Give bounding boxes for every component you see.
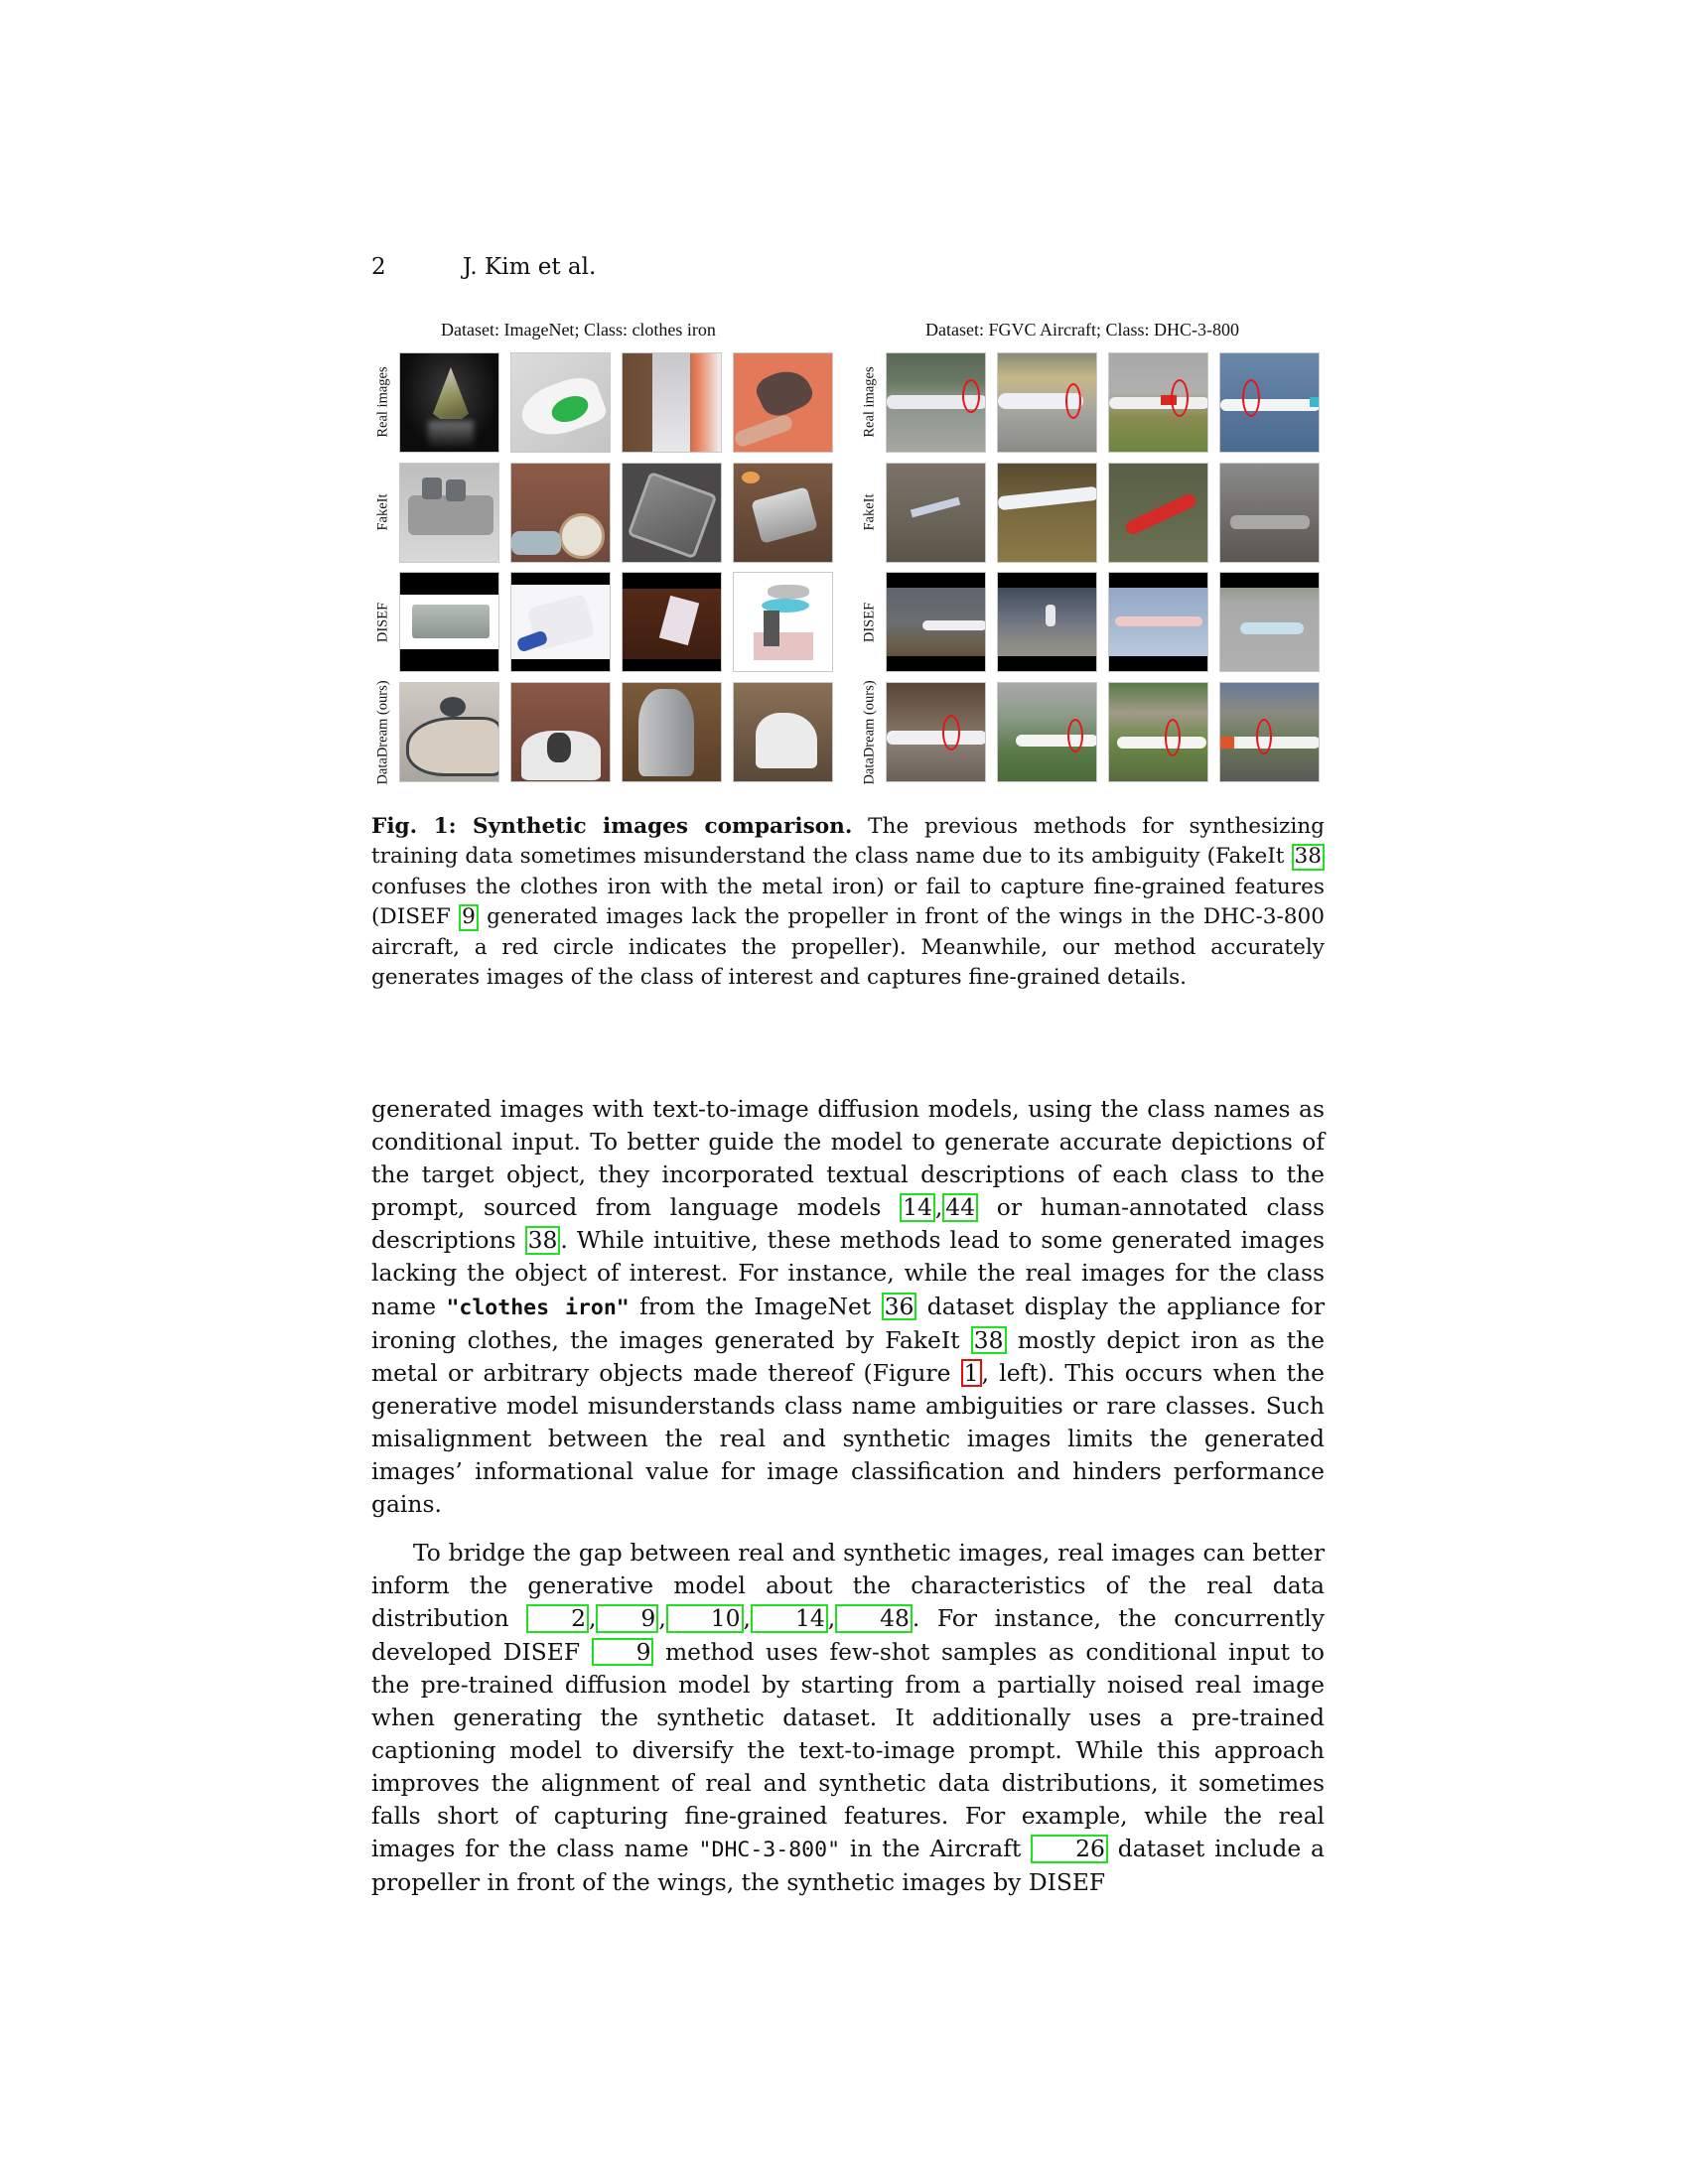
caption-label: Fig. 1: Synthetic images comparison.	[371, 814, 853, 839]
image-fakeit-aircraft-4	[1219, 463, 1320, 563]
right-panel-title: Dataset: FGVC Aircraft; Class: DHC-3-800	[925, 320, 1239, 340]
separator: ,	[588, 1604, 597, 1633]
image-datadream-aircraft-2	[997, 682, 1097, 782]
paragraph-text: method uses few-shot samples as conditional input to the pre-trained diffusion model by starting from a partially noised real image when generating the synthetic dataset. It additionally uses a pre-trained captioning model to diversify the text-to-image prompt. While this approach improves the alignment of real and synthetic data distributions, it sometimes falls short of capturing fine-grained features. For example, while the real images for the class name	[371, 1637, 1325, 1863]
image-real-iron-3	[622, 352, 722, 453]
separator: ,	[743, 1604, 751, 1633]
image-datadream-aircraft-3	[1108, 682, 1208, 782]
separator: ,	[827, 1604, 836, 1633]
image-fakeit-iron-2	[510, 463, 611, 563]
paragraph-text: mostly depict iron as the metal or arbitrary objects made thereof (Figure	[371, 1325, 1326, 1387]
body-text	[371, 1093, 1325, 1899]
image-disef-iron-4	[733, 572, 833, 672]
image-datadream-iron-3	[622, 682, 722, 782]
left-panel-title: Dataset: ImageNet; Class: clothes iron	[441, 320, 716, 340]
citation-link[interactable]: 38	[525, 1226, 561, 1255]
image-disef-aircraft-1	[886, 572, 986, 672]
citation-link[interactable]: 2	[526, 1604, 589, 1633]
caption-text: generated images lack the propeller in front of the wings in the DHC-3-800 aircraft, a red circle indicates the propeller). Meanwhile, our method accurately generates images of the class of interest and captures fine-grained details.	[371, 904, 1326, 991]
paragraph	[371, 1093, 1325, 1521]
paragraph-text: from the ImageNet	[629, 1292, 882, 1320]
citation-link[interactable]: 26	[1031, 1835, 1108, 1863]
image-fakeit-aircraft-2	[997, 463, 1097, 563]
left-row-label-datadream: DataDream (ours)	[374, 680, 391, 785]
paragraph-text: in the Aircraft	[840, 1835, 1032, 1863]
caption-text: The previous methods for synthesizing training data sometimes misunderstand the class name due to its ambiguity (FakeIt	[371, 814, 1325, 870]
figure-reference-link[interactable]: 1	[961, 1359, 982, 1388]
image-real-iron-2	[510, 352, 611, 453]
right-row-label-disef: DISEF	[861, 602, 878, 643]
left-row-label-fakeit: FakeIt	[374, 493, 391, 531]
image-fakeit-iron-1	[399, 463, 499, 563]
image-datadream-aircraft-1	[886, 682, 986, 782]
paragraph-text: , left). This occurs when the generative model misunderstands class name ambiguities or rare classes. Such misalignment between the real and synthetic images limits the generated images’ informational value for image classification and hinders performance gains.	[371, 1358, 1325, 1519]
right-row-label-fakeit: FakeIt	[861, 493, 878, 531]
paragraph-text: dataset include a propeller in front of the wings, the synthetic images by DISEF	[371, 1835, 1325, 1897]
running-head: J. Kim et al.	[463, 254, 597, 280]
citation-link[interactable]: 10	[666, 1604, 744, 1633]
image-real-aircraft-4	[1219, 352, 1320, 453]
image-datadream-iron-4	[733, 682, 833, 782]
caption-text: confuses the clothes iron with the metal iron) or fail to capture fine-grained features (DISEF	[371, 874, 1325, 930]
image-fakeit-iron-3	[622, 463, 722, 563]
image-real-iron-1	[399, 352, 499, 453]
paragraph-text: . For instance, the concurrently developed DISEF	[371, 1604, 1325, 1666]
image-fakeit-aircraft-3	[1108, 463, 1208, 563]
image-datadream-iron-1	[399, 682, 499, 782]
separator: ,	[658, 1604, 666, 1633]
image-disef-aircraft-2	[997, 572, 1097, 672]
image-disef-iron-1	[399, 572, 499, 672]
citation-link[interactable]: 48	[835, 1604, 913, 1633]
left-row-label-disef: DISEF	[374, 602, 391, 643]
image-disef-iron-2	[510, 572, 611, 672]
right-row-label-datadream: DataDream (ours)	[861, 680, 878, 785]
citation-link[interactable]: 9	[459, 904, 479, 931]
image-fakeit-aircraft-1	[886, 463, 986, 563]
image-real-aircraft-2	[997, 352, 1097, 453]
class-name-code: "clothes iron"	[446, 1295, 630, 1320]
image-disef-iron-3	[622, 572, 722, 672]
citation-link[interactable]: 38	[1292, 844, 1325, 871]
page-number: 2	[371, 254, 386, 280]
class-name-code: "DHC-3-800"	[698, 1838, 841, 1863]
paragraph-text: To bridge the gap between real and synthetic images, real images can better inform the generative model about the characteristics of the real data distribution	[371, 1539, 1325, 1633]
citation-link[interactable]: 44	[942, 1193, 978, 1222]
paragraph-text: dataset display the appliance for ironing clothes, the images generated by FakeIt	[371, 1292, 1325, 1354]
paragraph-text: or human-annotated class descriptions	[371, 1193, 1325, 1255]
citation-link[interactable]: 36	[882, 1293, 917, 1321]
figure-caption	[371, 812, 1325, 993]
separator: ,	[934, 1193, 943, 1222]
image-real-iron-4	[733, 352, 833, 453]
image-real-aircraft-1	[886, 352, 986, 453]
image-datadream-iron-2	[510, 682, 611, 782]
citation-link[interactable]: 38	[971, 1326, 1007, 1355]
citation-link[interactable]: 9	[592, 1638, 654, 1667]
image-disef-aircraft-3	[1108, 572, 1208, 672]
citation-link[interactable]: 14	[900, 1193, 935, 1222]
image-fakeit-iron-4	[733, 463, 833, 563]
citation-link[interactable]: 14	[751, 1604, 828, 1633]
paragraph	[371, 1537, 1325, 1899]
image-datadream-aircraft-4	[1219, 682, 1320, 782]
right-row-label-real: Real images	[861, 366, 878, 438]
paragraph-text: generated images with text-to-image diffusion models, using the class names as conditional input. To better guide the model to generate accurate depictions of the target object, they incorporated textual descriptions of each class to the prompt, sourced from language models	[371, 1095, 1325, 1222]
left-row-label-real: Real images	[374, 366, 391, 438]
image-real-aircraft-3	[1108, 352, 1208, 453]
citation-link[interactable]: 9	[596, 1604, 658, 1633]
paragraph-text: . While intuitive, these methods lead to some generated images lacking the object of interest. For instance, while the real images for the class name	[371, 1226, 1325, 1320]
image-disef-aircraft-4	[1219, 572, 1320, 672]
